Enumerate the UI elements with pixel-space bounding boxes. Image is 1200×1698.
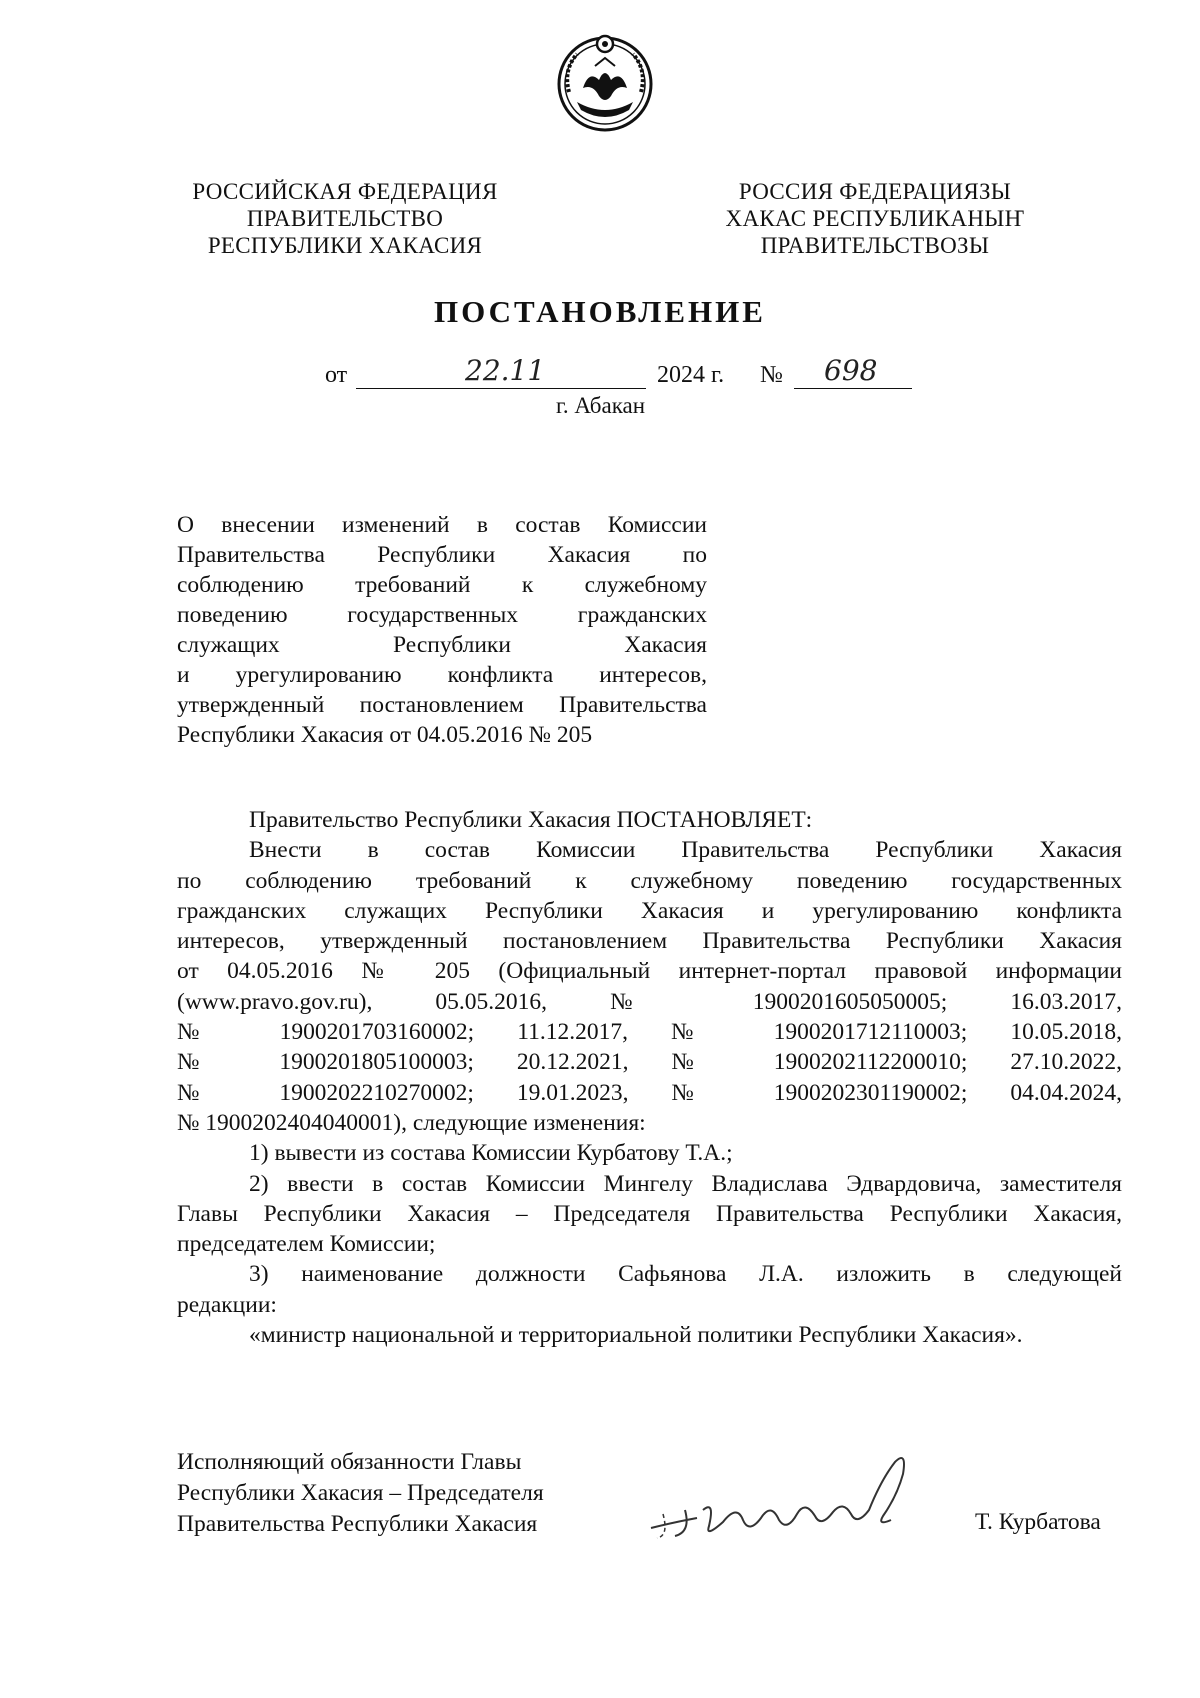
date-underline xyxy=(356,388,646,389)
list-item-2-line: председателем Комиссии; xyxy=(177,1231,436,1258)
coat-of-arms-emblem xyxy=(555,30,655,134)
handwritten-signature xyxy=(645,1440,935,1540)
subject-line: соблюдению требований к служебному xyxy=(177,572,707,598)
subject-line: служащих Республики Хакасия xyxy=(177,632,707,658)
list-item-2-line: 2) ввести в состав Комиссии Мингелу Владислава Эдвардовича, заместителя xyxy=(249,1170,1122,1197)
subject-block xyxy=(177,510,707,750)
paragraph-line: № 1900201805100003; 20.12.2021, № 1900202112200010; 27.10.2022, xyxy=(177,1049,1122,1076)
paragraph-line: по соблюдению требований к служебному поведению государственных xyxy=(177,867,1122,894)
position-line: Правительства Республики Хакасия xyxy=(177,1511,538,1537)
signatory-position xyxy=(177,1447,544,1540)
subject-line: Республики Хакасия от 04.05.2016 № 205 xyxy=(177,722,593,748)
paragraph-line: гражданских служащих Республики Хакасия и урегулированию конфликта xyxy=(177,897,1122,924)
header-left-line: РОССИЙСКАЯ ФЕДЕРАЦИЯ xyxy=(192,179,498,204)
list-item-2-line: Главы Республики Хакасия – Председателя Правительства Республики Хакасия, xyxy=(177,1200,1122,1227)
header-right-line: ХАКАС РЕСПУБЛИКАНЫҤ xyxy=(725,206,1025,231)
subject-line: О внесении изменений в состав Комиссии xyxy=(177,512,707,538)
date-prefix: от xyxy=(325,362,348,388)
handwritten-date: 22.11 xyxy=(465,354,546,387)
handwritten-number: 698 xyxy=(824,354,878,387)
decree-body xyxy=(177,805,1122,1350)
signatory-name: Т. Курбатова xyxy=(975,1509,1101,1535)
position-line: Республики Хакасия – Председателя xyxy=(177,1480,544,1506)
subject-line: утвержденный постановлением Правительства xyxy=(177,692,707,718)
header-left-ru xyxy=(175,178,515,259)
subject-line: и урегулированию конфликта интересов, xyxy=(177,662,707,688)
number-sign: № xyxy=(760,362,783,388)
list-item-3-line: 3) наименование должности Сафьянова Л.А. изложить в следующей xyxy=(249,1261,1122,1288)
decree-line: Правительство Республики Хакасия ПОСТАНОВЛЯЕТ: xyxy=(249,807,813,833)
subject-line: Правительства Республики Хакасия по xyxy=(177,542,707,568)
header-left-line: РЕСПУБЛИКИ ХАКАСИЯ xyxy=(207,233,483,258)
number-underline xyxy=(794,388,912,389)
paragraph-line: Внести в состав Комиссии Правительства Республики Хакасия xyxy=(249,837,1122,864)
paragraph-line: от 04.05.2016 № 205 (Официальный интернет-портал правовой информации xyxy=(177,958,1122,985)
header-left-line: ПРАВИТЕЛЬСТВО xyxy=(246,206,444,231)
header-right-line: ПРАВИТЕЛЬСТВОЗЫ xyxy=(760,233,990,258)
year-label: 2024 г. xyxy=(657,362,725,388)
paragraph-line: № 1900202210270002; 19.01.2023, № 1900202301190002; 04.04.2024, xyxy=(177,1079,1122,1106)
position-line: Исполняющий обязанности Главы xyxy=(177,1449,522,1475)
city-label: г. Абакан xyxy=(556,393,646,418)
list-item-3-line: редакции: xyxy=(177,1291,277,1318)
header-right-line: РОССИЯ ФЕДЕРАЦИЯЗЫ xyxy=(738,179,1012,204)
paragraph-line: интересов, утвержденный постановлением Правительства Республики Хакасия xyxy=(177,928,1122,955)
paragraph-line: № 1900202404040001), следующие изменения: xyxy=(177,1109,646,1136)
document-title: ПОСТАНОВЛЕНИЕ xyxy=(434,294,766,329)
header-right-kjh xyxy=(690,178,1060,259)
subject-line: поведению государственных гражданских xyxy=(177,602,707,628)
paragraph-line: № 1900201703160002; 11.12.2017, № 1900201712110003; 10.05.2018, xyxy=(177,1019,1122,1046)
list-item-1: 1) вывести из состава Комиссии Курбатову Т.А.; xyxy=(249,1140,733,1167)
quote-line: «министр национальной и территориальной политики Республики Хакасия». xyxy=(249,1322,1023,1349)
paragraph-line: (www.pravo.gov.ru), 05.05.2016, № 1900201605050005; 16.03.2017, xyxy=(177,988,1122,1015)
